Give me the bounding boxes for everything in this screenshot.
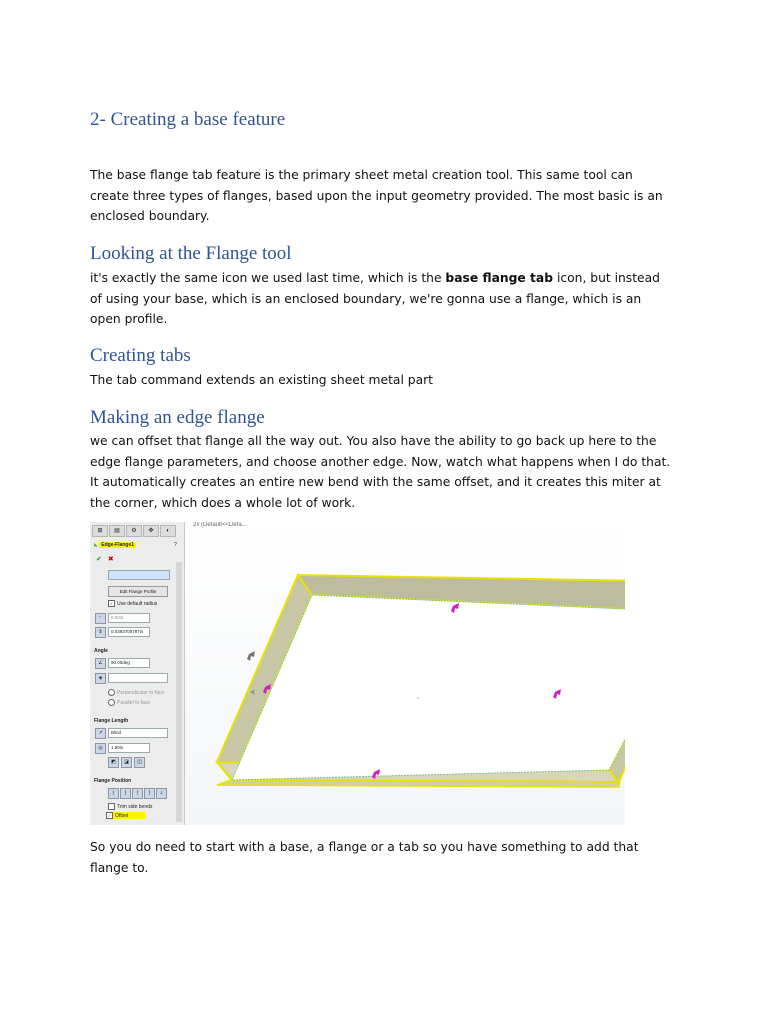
flange-tool-text-after: icon, but instead of using your base, which is an enclosed boundary, we're gonna use a flange, which is an open profile. xyxy=(90,271,660,327)
property-tab-icon[interactable]: ▤ xyxy=(109,525,125,537)
edge-flange-heading: Making an edge flange xyxy=(90,407,265,428)
offset-checkbox[interactable]: ✓ xyxy=(107,813,112,818)
cancel-x-icon[interactable]: ✖ xyxy=(107,556,114,563)
length-option-1-icon[interactable]: ◩ xyxy=(108,757,119,768)
intro-paragraph: The base flange tab feature is the primary sheet metal creation tool. This same tool can create three types of flanges, based upon the input geometry provided. The most basic is an enclosed boundary. xyxy=(90,168,663,224)
length-icon: ◎ xyxy=(95,743,106,754)
face-select-box[interactable] xyxy=(108,673,168,683)
position-option-4-icon[interactable]: ⌉ xyxy=(144,788,155,799)
radius-icon: ◜ xyxy=(95,613,106,624)
front-wall-bottom xyxy=(217,780,619,787)
edge-flange-icon: ◣ xyxy=(94,542,98,548)
thickness-field[interactable]: 0.0393700787in xyxy=(108,627,150,637)
graphics-viewport xyxy=(185,522,625,825)
config-tab-icon[interactable]: ⚙ xyxy=(126,525,142,537)
edge-flange-paragraph: we can offset that flange all the way out. You also have the ability to go back up here to the edge flange parameters, and choose another edge. Now, watch what happens when I do that. It automatically creates an entire new bend with the same offset, and it creates this miter at the corner, which does a whole lot of work. xyxy=(90,434,671,510)
tabs-heading: Creating tabs xyxy=(90,345,191,366)
help-icon[interactable]: ? xyxy=(174,542,177,548)
parallel-radio[interactable] xyxy=(108,699,115,706)
angle-section-title: Angle xyxy=(94,648,108,654)
end-condition-select[interactable]: Blind xyxy=(108,728,168,738)
default-radius-label: Use default radius xyxy=(117,600,158,607)
position-option-5-icon[interactable]: ⊥ xyxy=(156,788,167,799)
thickness-icon: ⇕ xyxy=(95,627,106,638)
cad-screenshot xyxy=(90,522,625,825)
default-radius-checkbox[interactable]: ✓ xyxy=(109,601,114,606)
section-heading: 2- Creating a base feature xyxy=(90,109,286,130)
flange-tool-heading: Looking at the Flange tool xyxy=(90,243,292,264)
dimxpert-tab-icon[interactable]: ✥ xyxy=(143,525,159,537)
parallel-label: Parallel to face xyxy=(117,699,151,706)
length-field[interactable]: 1.50in xyxy=(108,743,150,753)
ok-check-icon[interactable]: ✔ xyxy=(96,556,102,563)
display-tab-icon[interactable]: ◐ xyxy=(160,525,176,537)
axis-triad-icon: ⊰ xyxy=(250,690,256,696)
panel-scrollbar[interactable] xyxy=(176,562,182,822)
property-manager-panel xyxy=(90,522,185,825)
length-option-3-icon[interactable]: ◫ xyxy=(134,757,145,768)
flange-position-section-title: Flange Position xyxy=(94,778,132,784)
trim-side-bends-checkbox[interactable] xyxy=(108,803,115,810)
position-option-1-icon[interactable]: ⌊ xyxy=(108,788,119,799)
edge-selection-box[interactable] xyxy=(108,570,170,580)
panel-tabs xyxy=(92,524,186,537)
sheet-metal-model xyxy=(185,522,625,825)
feature-tree-tab-icon[interactable]: ⊞ xyxy=(92,525,108,537)
feature-title-row xyxy=(94,542,188,548)
offset-row xyxy=(106,812,146,819)
angle-icon: ∠ xyxy=(95,658,106,669)
flange-length-section-title: Flange Length xyxy=(94,718,129,724)
feature-name: Edge-Flange1 xyxy=(101,542,135,548)
perpendicular-radio[interactable] xyxy=(108,689,115,696)
origin-point xyxy=(417,697,419,699)
direction-icon[interactable]: ↗ xyxy=(95,728,106,739)
offset-label: Offset xyxy=(115,812,129,819)
flange-tool-bold-text: base flange tab xyxy=(445,271,554,285)
position-option-2-icon[interactable]: ⌋ xyxy=(120,788,131,799)
flange-tool-text-before: it's exactly the same icon we used last time, which is the xyxy=(90,271,446,285)
perpendicular-label: Perpendicular to face xyxy=(117,689,165,696)
trim-side-bends-label: Trim side bends xyxy=(117,803,153,810)
position-option-3-icon[interactable]: ⌈ xyxy=(132,788,143,799)
face-select-icon: ◈ xyxy=(95,673,106,684)
closing-paragraph: So you do need to start with a base, a flange or a tab so you have something to add that flange to. xyxy=(90,840,639,875)
tabs-paragraph: The tab command extends an existing sheet metal part xyxy=(90,373,434,387)
viewport-label: 2x (Default<<Defa... xyxy=(193,522,247,528)
edit-flange-profile-button[interactable]: Edit Flange Profile xyxy=(108,586,168,597)
flange-tool-paragraph xyxy=(90,268,675,330)
angle-field[interactable]: 90.00deg xyxy=(108,658,150,668)
length-option-2-icon[interactable]: ◪ xyxy=(121,757,132,768)
radius-field[interactable]: 0.03in xyxy=(108,613,150,623)
